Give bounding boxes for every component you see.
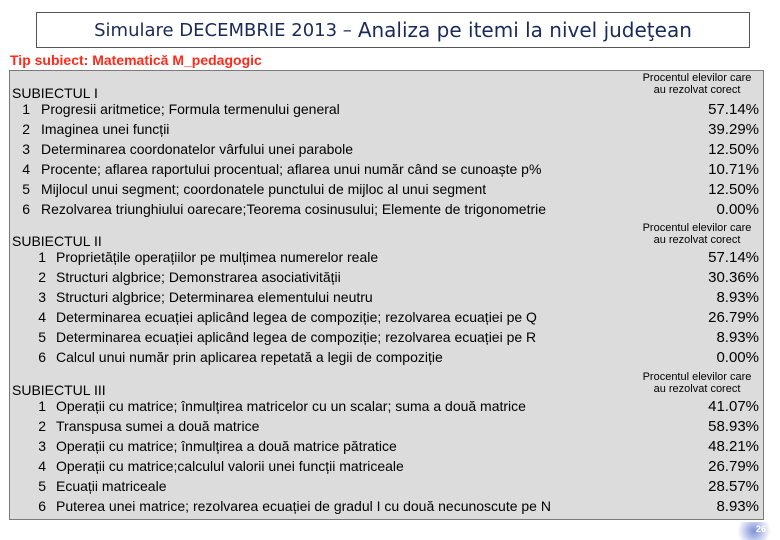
item-percent: 12.50% <box>708 181 759 198</box>
item-percent: 48.21% <box>708 438 759 455</box>
table-row <box>10 309 763 329</box>
title-part2: Analiza pe itemi la nivel judeţean <box>357 18 692 42</box>
item-description: Operații cu matrice; înmulțirea matricelor cu un scalar; suma a două matrice <box>56 398 526 414</box>
section-title: SUBIECTUL I <box>12 85 98 101</box>
item-number: 5 <box>38 478 46 494</box>
percent-header-line1: Procentul elevilor care <box>642 222 752 234</box>
table-row <box>10 289 763 309</box>
item-number: 5 <box>38 329 46 345</box>
section-title: SUBIECTUL III <box>12 382 106 398</box>
item-percent: 57.14% <box>708 249 759 266</box>
item-description: Ecuații matriceale <box>56 478 167 494</box>
percent-header-line2: au rezolvat corect <box>653 234 741 246</box>
item-description: Calcul unui număr prin aplicarea repetată a legii de compoziție <box>56 349 443 365</box>
item-description: Determinarea ecuației aplicând legea de compoziție; rezolvarea ecuației pe R <box>56 329 537 345</box>
table-row <box>10 181 763 201</box>
item-percent: 8.93% <box>716 498 759 515</box>
table-row <box>10 498 763 518</box>
item-number: 2 <box>22 121 30 137</box>
table-row <box>10 101 763 121</box>
percent-header <box>630 371 764 395</box>
table-row <box>10 269 763 289</box>
percent-header-line1: Procentul elevilor care <box>642 72 752 84</box>
percent-header <box>630 72 764 96</box>
item-percent: 26.79% <box>708 309 759 326</box>
page-number: 26 <box>755 524 766 534</box>
item-number: 3 <box>22 141 30 157</box>
item-percent: 39.29% <box>708 121 759 138</box>
item-percent: 8.93% <box>716 289 759 306</box>
table-row <box>10 458 763 478</box>
item-number: 4 <box>22 161 30 177</box>
table-row <box>10 249 763 269</box>
results-table <box>9 70 764 520</box>
item-number: 2 <box>38 418 46 434</box>
item-percent: 28.57% <box>708 478 759 495</box>
item-description: Structuri algbrice; Determinarea elementului neutru <box>56 289 373 305</box>
item-percent: 41.07% <box>708 398 759 415</box>
percent-header-line2: au rezolvat corect <box>653 383 741 395</box>
page-badge <box>734 522 774 540</box>
title-part1: Simulare DECEMBRIE 2013 – <box>94 19 352 41</box>
item-number: 1 <box>22 101 30 117</box>
item-description: Puterea unei matrice; rezolvarea ecuației de gradul I cu două necunoscute pe N <box>56 498 551 514</box>
percent-header-line2: au rezolvat corect <box>653 84 741 96</box>
item-percent: 12.50% <box>708 141 759 158</box>
item-number: 6 <box>38 498 46 514</box>
item-percent: 10.71% <box>708 161 759 178</box>
item-number: 2 <box>38 269 46 285</box>
item-number: 1 <box>38 398 46 414</box>
table-row <box>10 201 763 221</box>
item-number: 4 <box>38 458 46 474</box>
item-description: Operații cu matrice;calculul valorii unei funcții matriceale <box>56 458 404 474</box>
table-row <box>10 121 763 141</box>
table-row <box>10 161 763 181</box>
item-description: Mijlocul unui segment; coordonatele punctului de mijloc al unui segment <box>41 181 487 197</box>
table-row <box>10 418 763 438</box>
percent-header <box>630 222 764 246</box>
item-percent: 0.00% <box>716 349 759 366</box>
item-number: 3 <box>38 438 46 454</box>
item-description: Determinarea ecuației aplicând legea de compoziție; rezolvarea ecuației pe Q <box>56 309 537 325</box>
item-description: Structuri algbrice; Demonstrarea asociativității <box>56 269 341 285</box>
item-number: 6 <box>22 201 30 217</box>
item-description: Operații cu matrice; înmulțirea a două matrice pătratice <box>56 438 397 454</box>
item-number: 3 <box>38 289 46 305</box>
table-row <box>10 141 763 161</box>
table-row <box>10 329 763 349</box>
item-number: 5 <box>22 181 30 197</box>
table-row <box>10 398 763 418</box>
item-description: Proprietățile operațiilor pe mulțimea numerelor reale <box>56 249 379 265</box>
subject-type-label: Tip subiect: Matematică M_pedagogic <box>10 52 262 68</box>
item-percent: 8.93% <box>716 329 759 346</box>
item-description: Rezolvarea triunghiului oarecare;Teorema cosinusului; Elemente de trigonometrie <box>41 201 547 217</box>
item-number: 4 <box>38 309 46 325</box>
item-description: Determinarea coordonatelor vârfului unei parabole <box>41 141 354 157</box>
item-description: Imaginea unei funcții <box>41 121 170 137</box>
slide-title <box>36 12 750 48</box>
table-row <box>10 478 763 498</box>
item-description: Procente; aflarea raportului procentual; aflarea unui număr când se cunoaște p% <box>41 161 542 177</box>
item-number: 1 <box>38 249 46 265</box>
item-percent: 57.14% <box>708 101 759 118</box>
item-percent: 58.93% <box>708 418 759 435</box>
item-percent: 30.36% <box>708 269 759 286</box>
item-number: 6 <box>38 349 46 365</box>
percent-header-line1: Procentul elevilor care <box>642 371 752 383</box>
section-title: SUBIECTUL II <box>12 233 102 249</box>
table-row <box>10 438 763 458</box>
item-description: Transpusa sumei a două matrice <box>56 418 260 434</box>
table-row <box>10 349 763 369</box>
item-percent: 26.79% <box>708 458 759 475</box>
item-percent: 0.00% <box>716 201 759 218</box>
item-description: Progresii aritmetice; Formula termenului general <box>41 101 340 117</box>
